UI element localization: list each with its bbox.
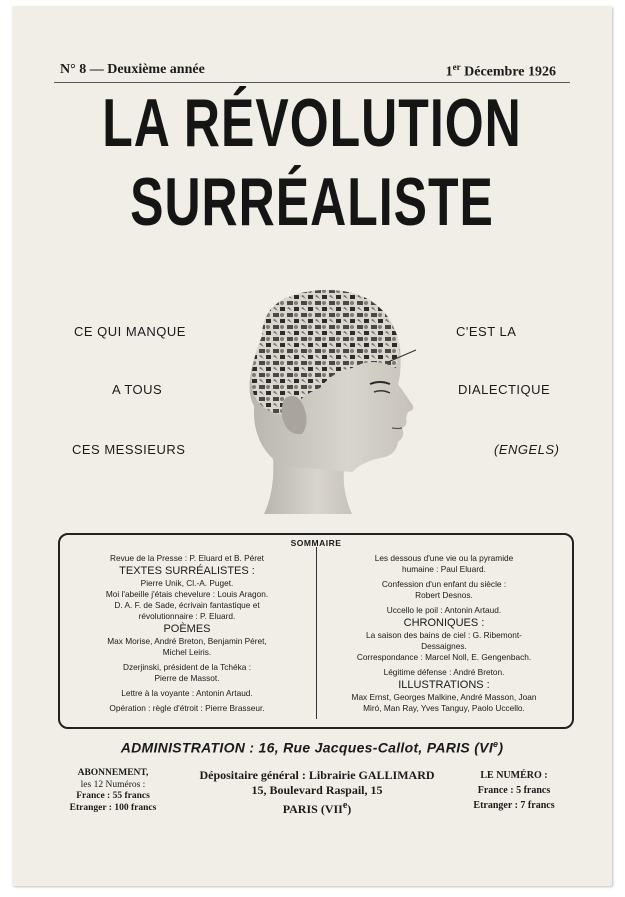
side-text-left-3: CES MESSIEURS [72,442,186,457]
toc-entry: Correspondance : Marcel Noll, E. Gengenbach. [356,652,532,662]
subscription-title: ABONNEMENT, [77,768,149,778]
toc-section-heading: POÈMES [163,623,211,635]
date-day: 1 [445,64,453,80]
toc-entry: Pierre Unik, Cl.-A. Puget. [140,578,234,588]
admin-sup: e [493,739,499,749]
issue-number: N° 8 — Deuxième année [60,62,205,77]
header-rule [54,82,570,83]
subscription-france: France : 55 francs [76,791,150,801]
masthead-line-2: SURRÉALISTE [130,164,494,240]
toc-entry: Pierre de Massot. [154,673,220,683]
date-ordinal: er [452,62,461,72]
toc-entry: révolutionnaire : P. Eluard. [138,611,236,621]
toc-entry: Miró, Man Ray, Yves Tanguy, Paolo Uccello. [363,703,525,713]
toc-entry: Max Ernst, Georges Malkine, André Masson, Joan [351,692,537,702]
toc-entry: humaine : Paul Eluard. [402,564,486,574]
subscription-sub: les 12 Numéros : [80,779,146,790]
price-foreign: Etranger : 7 francs [473,800,555,811]
toc-entry: Opération : règle d'étroit : Pierre Brasseur. [109,703,265,713]
toc-entry: Moi l'abeille j'étais chevelure : Louis Aragon. [105,589,269,599]
toc-entry: Robert Desnos. [415,590,473,600]
toc-entry: Légitime défense : André Breton. [383,667,505,677]
toc-entry: D. A. F. de Sade, écrivain fantastique et [114,600,260,610]
price-france: France : 5 francs [477,785,551,796]
toc-right-column [322,553,566,714]
toc-entry: Uccello le poil : Antonin Artaud. [386,605,502,615]
administration-address [12,739,612,756]
admin-close: ) [498,739,504,756]
subscription-block [58,768,168,814]
side-text-right-3: (ENGELS) [494,442,560,457]
toc-entry: Lettre à la voyante : Antonin Artaud. [121,688,253,698]
toc-section-heading: TEXTES SURRÉALISTES : [119,565,255,577]
toc-entry: Confession d'un enfant du siècle : [381,579,507,589]
subscription-foreign: Etranger : 100 francs [69,802,157,813]
toc-entry: Dzerjinski, président de la Tchéka : [122,662,252,672]
price-title: LE NUMÉRO : [480,770,548,781]
toc-entry: La saison des bains de ciel : G. Ribemont- [366,630,522,640]
side-text-right-2: DIALECTIQUE [458,382,551,397]
toc-entry: Les dessous d'une vie ou la pyramide [374,553,514,563]
distributor-line-2: 15, Boulevard Raspail, 15 [251,783,383,797]
toc-entry: Revue de la Presse : P. Eluard et B. Péret [110,553,264,563]
magazine-cover [12,6,612,886]
phrenology-head-illustration [202,276,432,516]
toc-left-column [66,553,308,714]
toc-entry: Dessaignes. [421,641,467,651]
admin-text: ADMINISTRATION : 16, Rue Jacques-Callot, PARIS (VI [120,739,494,756]
issue-date [446,62,556,81]
side-text-left-2: A TOUS [112,382,163,397]
toc-title: SOMMAIRE [290,538,342,548]
single-issue-price-block [460,768,568,813]
toc-divider [316,547,317,719]
side-text-right-1: C'EST LA [456,324,517,339]
toc-entry: Max Morise, André Breton, Benjamin Péret, [107,636,267,646]
toc-entry: Michel Leiris. [162,647,212,657]
masthead-line-1: LA RÉVOLUTION [102,85,522,161]
distributor-line-3: PARIS (VIIe) [282,800,352,816]
side-text-left-1: CE QUI MANQUE [74,324,186,339]
distributor-block [182,768,452,817]
date-month-year: Décembre 1926 [460,64,556,80]
table-of-contents [58,533,574,729]
toc-section-heading: CHRONIQUES : [403,617,485,629]
toc-section-heading: ILLUSTRATIONS : [398,679,490,691]
distributor-line-1: Dépositaire général : Librairie GALLIMARD [199,768,435,782]
